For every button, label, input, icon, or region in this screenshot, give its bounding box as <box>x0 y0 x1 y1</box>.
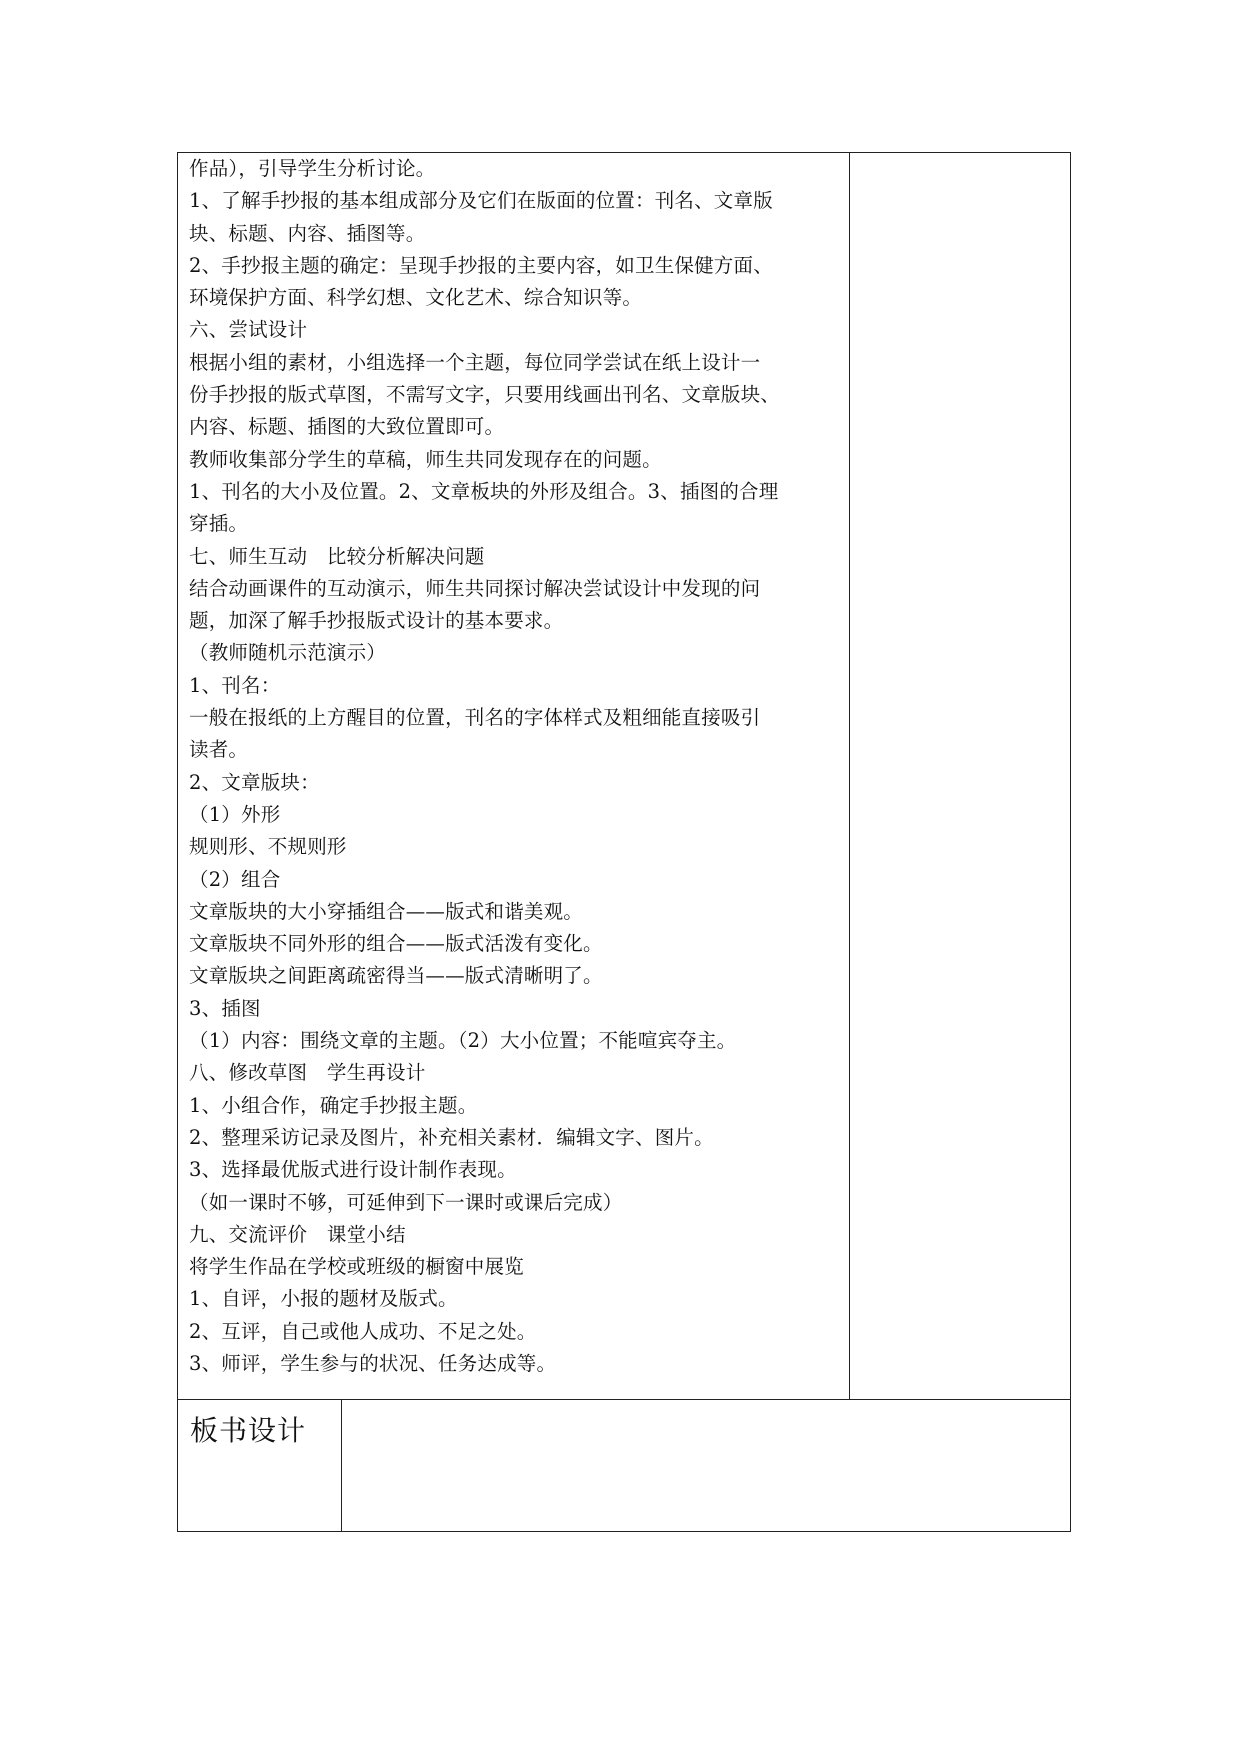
lesson-line: 1、自评，小报的题材及版式。 <box>189 1287 458 1311</box>
lesson-line: 内容、标题、插图的大致位置即可。 <box>189 415 505 439</box>
lesson-line: 教师收集部分学生的草稿，师生共同发现存在的问题。 <box>189 447 662 471</box>
lesson-line: 1、刊名： <box>189 673 281 697</box>
lesson-line: 1、刊名的大小及位置。2、文章板块的外形及组合。3、插图的合理 <box>189 479 779 503</box>
lesson-line: 1、小组合作，确定手抄报主题。 <box>189 1093 478 1117</box>
lesson-line: 结合动画课件的互动演示，师生共同探讨解决尝试设计中发现的问 <box>189 576 761 600</box>
lesson-line: （1）外形 <box>189 802 281 826</box>
lesson-line: 2、整理采访记录及图片，补充相关素材．编辑文字、图片。 <box>189 1125 714 1149</box>
lesson-line: 3、插图 <box>189 996 261 1020</box>
lesson-line: 八、修改草图 学生再设计 <box>189 1061 426 1085</box>
lesson-line: 根据小组的素材，小组选择一个主题，每位同学尝试在纸上设计一 <box>189 350 761 374</box>
lesson-content-cell <box>189 153 844 1380</box>
column-divider <box>849 153 850 1399</box>
lesson-line: 作品），引导学生分析讨论。 <box>189 157 436 180</box>
lesson-line: 六、尝试设计 <box>189 318 308 342</box>
lesson-line: 环境保护方面、科学幻想、文化艺术、综合知识等。 <box>189 286 643 310</box>
lesson-line: 1、了解手抄报的基本组成部分及它们在版面的位置：刊名、文章版 <box>189 189 773 213</box>
notes-column-cell <box>851 153 1070 1399</box>
lesson-line: 文章版块之间距离疏密得当——版式清晰明了。 <box>189 964 603 988</box>
lesson-line: 文章版块不同外形的组合——版式活泼有变化。 <box>189 932 603 956</box>
lesson-plan-table <box>177 152 1071 1400</box>
lesson-line: 穿插。 <box>189 512 249 536</box>
lesson-line: 将学生作品在学校或班级的橱窗中展览 <box>189 1255 524 1279</box>
lesson-line: 一般在报纸的上方醒目的位置，刊名的字体样式及粗细能直接吸引 <box>189 706 761 730</box>
lesson-line: 份手抄报的版式草图，不需写文字，只要用线画出刊名、文章版块、 <box>189 383 781 407</box>
lesson-line: （如一课时不够，可延伸到下一课时或课后完成） <box>189 1190 623 1214</box>
column-divider <box>341 1399 342 1531</box>
board-design-row <box>177 1399 1071 1532</box>
lesson-line: 读者。 <box>189 738 249 762</box>
lesson-line: 2、互评，自己或他人成功、不足之处。 <box>189 1319 537 1343</box>
lesson-line: 文章版块的大小穿插组合——版式和谐美观。 <box>189 899 584 923</box>
lesson-line: 2、手抄报主题的确定：呈现手抄报的主要内容，如卫生保健方面、 <box>189 253 773 277</box>
lesson-line: 2、文章版块： <box>189 770 320 794</box>
lesson-line: 块、标题、内容、插图等。 <box>189 221 426 245</box>
lesson-line: 题，加深了解手抄报版式设计的基本要求。 <box>189 609 564 633</box>
lesson-line: 九、交流评价 课堂小结 <box>189 1222 406 1246</box>
lesson-line: 3、选择最优版式进行设计制作表现。 <box>189 1158 517 1182</box>
lesson-line: （1）内容：围绕文章的主题。（2）大小位置；不能喧宾夺主。 <box>189 1029 737 1053</box>
board-design-label: 板书设计 <box>190 1414 307 1447</box>
lesson-line: 3、师评，学生参与的状况、任务达成等。 <box>189 1351 557 1375</box>
lesson-line: （2）组合 <box>189 867 281 891</box>
lesson-line: 七、师生互动 比较分析解决问题 <box>189 544 485 568</box>
lesson-line: （教师随机示范演示） <box>189 641 387 665</box>
lesson-line: 规则形、不规则形 <box>189 835 347 859</box>
board-design-content-cell <box>344 1399 1070 1531</box>
